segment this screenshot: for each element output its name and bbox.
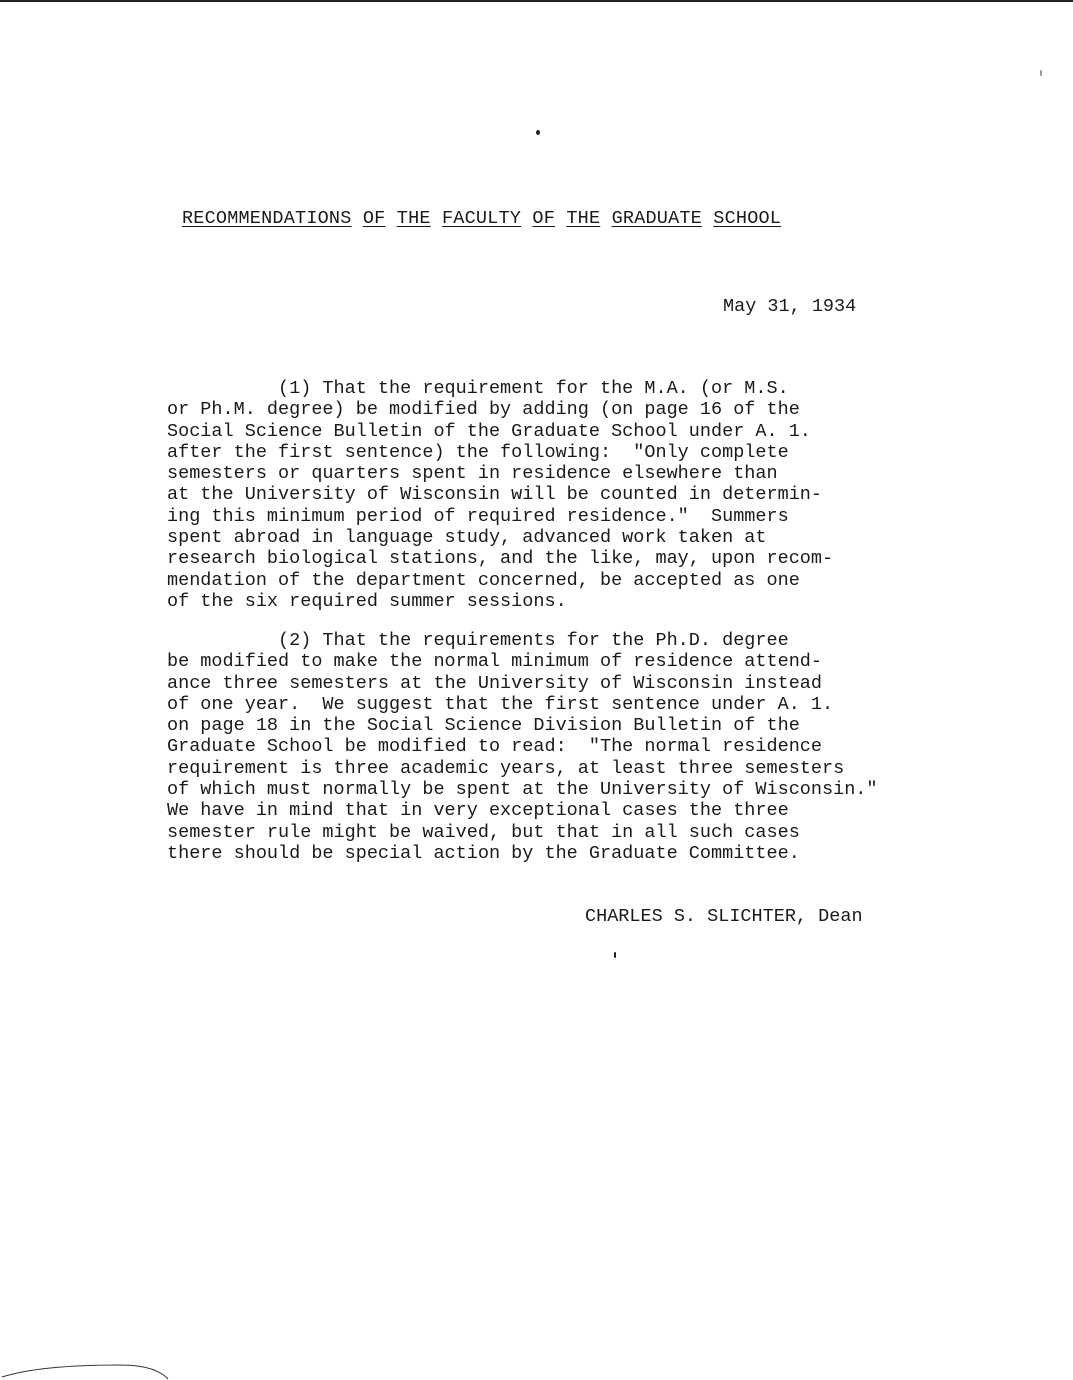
ink-speck [614, 952, 616, 958]
title-word: THE [396, 208, 431, 229]
title-word: RECOMMENDATIONS [182, 208, 352, 229]
title-word: FACULTY [441, 208, 522, 229]
ink-speck [536, 130, 540, 135]
title-word: OF [362, 208, 386, 229]
recommendation-paragraph-1: (1) That the requirement for the M.A. (or M.S. or Ph.M. degree) be modified by adding (on page 16 of the Social Science Bulletin of the Graduate School under A. 1. after the first sentence) the following: "Only complete semesters or quarters spent in residence elsewhere than at the University of Wisconsin will be counted in determin- ing this minimum period of required residence." Summers spent abroad in language study, advanced work taken at research biological stations, and the like, may, upon recom- mendation of the department concerned, be accepted as one of the six required summer sessions. [167, 378, 834, 612]
signature-line: CHARLES S. SLICHTER, Dean [585, 906, 863, 927]
document-title [182, 208, 781, 229]
document-date: May 31, 1934 [723, 296, 857, 317]
recommendation-paragraph-2: (2) That the requirements for the Ph.D. degree be modified to make the normal minimum of residence attend- ance three semesters at the University of Wisconsin instead of one year. We suggest that the first sentence under A. 1. on page 18 in the Social Science Division Bulletin of the Graduate School be modified to read: "The normal residence requirement is three academic years, at least three semesters of which must normally be spent at the University of Wisconsin." We have in mind that in very exceptional cases the three semester rule might be waived, but that in all such cases there should be special action by the Graduate Committee. [167, 630, 878, 864]
title-word: GRADUATE [611, 208, 702, 229]
title-word: THE [566, 208, 601, 229]
title-word: SCHOOL [713, 208, 782, 229]
ink-speck [1040, 70, 1042, 76]
title-word: OF [532, 208, 556, 229]
page-top-edge [0, 0, 1073, 2]
page-edge-mark [0, 1355, 180, 1380]
